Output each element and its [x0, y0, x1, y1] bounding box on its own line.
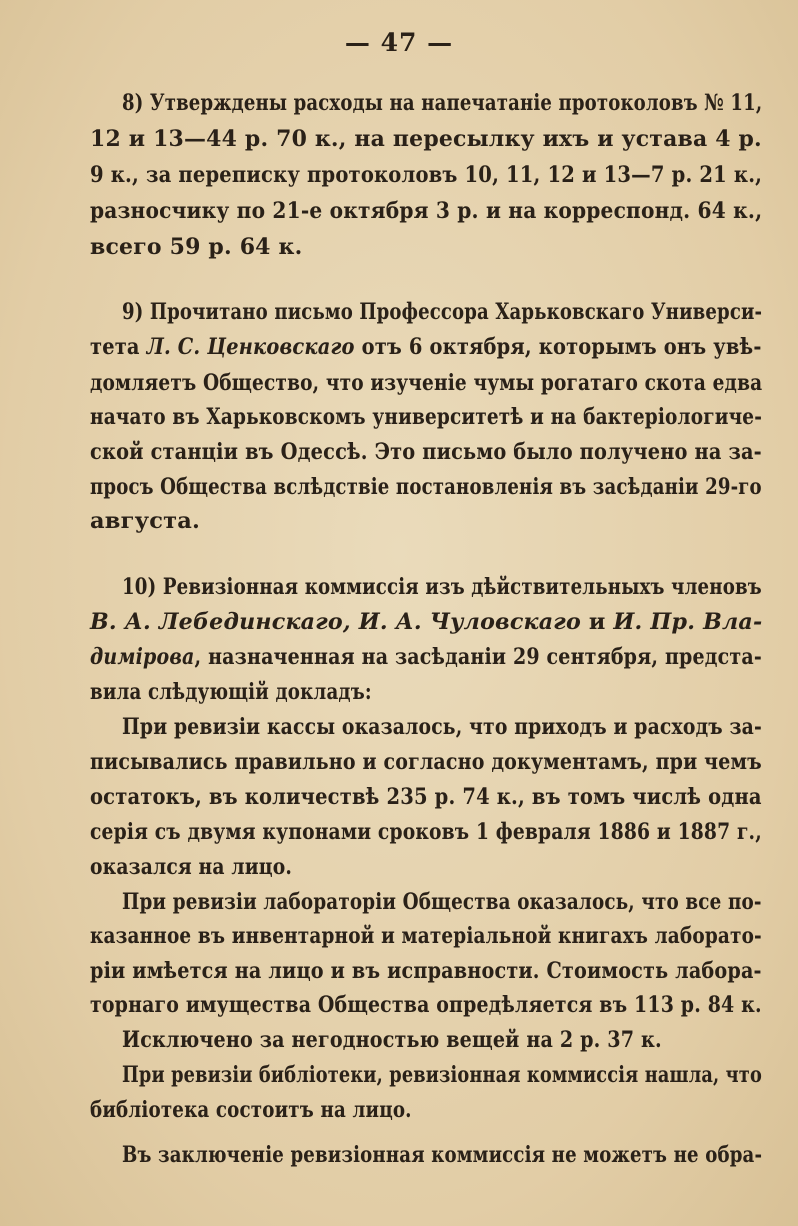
line-fragment: тета: [90, 334, 147, 360]
text-line: [90, 472, 762, 502]
text-line: [90, 196, 762, 226]
text-line: [90, 990, 762, 1020]
text-line: [90, 607, 762, 637]
text-line: [90, 642, 762, 672]
line-fragment: писывались правильно и согласно документамъ, при чемъ: [90, 749, 762, 775]
text-line: [90, 124, 762, 154]
line-fragment: При ревизіи лабораторіи Общества оказалось, что все по-: [122, 889, 762, 915]
line-fragment: казанное въ инвентарной и матеріальной книгахъ лаборато-: [90, 923, 762, 949]
text-line: [90, 747, 762, 777]
line-fragment: всего 59 р. 64 к.: [90, 234, 303, 260]
line-fragment: начато въ Харьковскомъ университетѣ и на бактеріологиче-: [90, 404, 763, 430]
line-fragment: При ревизіи кассы оказалось, что приходъ и расходъ за-: [122, 714, 762, 740]
text-line: [90, 852, 292, 882]
line-fragment: При ревизіи библіотеки, ревизіонная коммиссія нашла, что: [122, 1062, 762, 1088]
line-fragment: Исключено за негодностью вещей на 2 р. 37 к.: [122, 1027, 662, 1053]
text-line: [90, 232, 302, 262]
text-line: [122, 1140, 762, 1170]
line-fragment: библіотека состоитъ на лицо.: [90, 1097, 412, 1123]
italic-name: димірова: [90, 644, 195, 670]
text-line: [90, 160, 762, 190]
text-line: [90, 677, 372, 707]
italic-name: И. Пр. Вла-: [613, 609, 763, 635]
text-line: [122, 572, 762, 602]
line-fragment: августа.: [90, 508, 201, 534]
line-fragment: серія съ двумя купонами сроковъ 1 февраля 1886 и 1887 г.,: [90, 819, 762, 845]
text-line: [122, 712, 762, 742]
italic-name: Л. С. Ценковскаго: [146, 334, 355, 360]
line-fragment: отъ 6 октября, которымъ онъ увѣ-: [354, 334, 762, 360]
line-fragment: вила слѣдующій докладъ:: [90, 679, 372, 705]
italic-name: В. А. Лебединскаго, И. А. Чуловскаго: [90, 609, 581, 635]
line-fragment: 9) Прочитано письмо Профессора Харьковскаго Универси-: [122, 299, 763, 325]
line-fragment: домляетъ Общество, что изученіе чумы рогатаго скота едва: [90, 370, 763, 396]
page-number: — 47 —: [344, 28, 454, 57]
text-line: [122, 1060, 762, 1090]
line-fragment: ской станціи въ Одессѣ. Это письмо было получено на за-: [90, 439, 762, 465]
text-line: [90, 506, 200, 536]
line-fragment: разносчику по 21-е октября 3 р. и на корреспонд. 64 к.,: [90, 198, 763, 224]
line-fragment: торнаго имущества Общества опредѣляется въ 113 р. 84 к.: [90, 992, 762, 1018]
line-fragment: 12 и 13—44 р. 70 к., на пересылку ихъ и устава 4 р.: [90, 126, 762, 152]
line-fragment: , назначенная на засѣданіи 29 сентября, предста-: [194, 644, 762, 670]
line-fragment: 10) Ревизіонная коммиссія изъ дѣйствительныхъ членовъ: [122, 574, 762, 600]
text-line: [90, 956, 762, 986]
text-line: [122, 1025, 662, 1055]
text-line: [90, 402, 762, 432]
line-fragment: ріи имѣется на лицо и въ исправности. Стоимость лабора-: [90, 958, 762, 984]
text-line: [90, 921, 762, 951]
line-fragment: остатокъ, въ количествѣ 235 р. 74 к., въ томъ числѣ одна: [90, 784, 762, 810]
text-line: [90, 1095, 412, 1125]
text-line: [90, 817, 762, 847]
text-line: [122, 88, 762, 118]
line-fragment: и: [580, 609, 614, 635]
line-fragment: 9 к., за переписку протоколовъ 10, 11, 12 и 13—7 р. 21 к.,: [90, 162, 763, 188]
line-fragment: Въ заключеніе ревизіонная коммиссія не можетъ не обра-: [122, 1142, 763, 1168]
text-line: [90, 332, 762, 362]
text-line: [90, 437, 762, 467]
text-line: [122, 297, 762, 327]
text-line: [90, 368, 762, 398]
text-line: [90, 782, 762, 812]
line-fragment: 8) Утверждены расходы на напечатаніе протоколовъ № 11,: [122, 90, 763, 116]
line-fragment: оказался на лицо.: [90, 854, 293, 880]
line-fragment: просъ Общества вслѣдствіе постановленія въ засѣданіи 29-го: [90, 474, 762, 500]
text-line: [122, 887, 762, 917]
